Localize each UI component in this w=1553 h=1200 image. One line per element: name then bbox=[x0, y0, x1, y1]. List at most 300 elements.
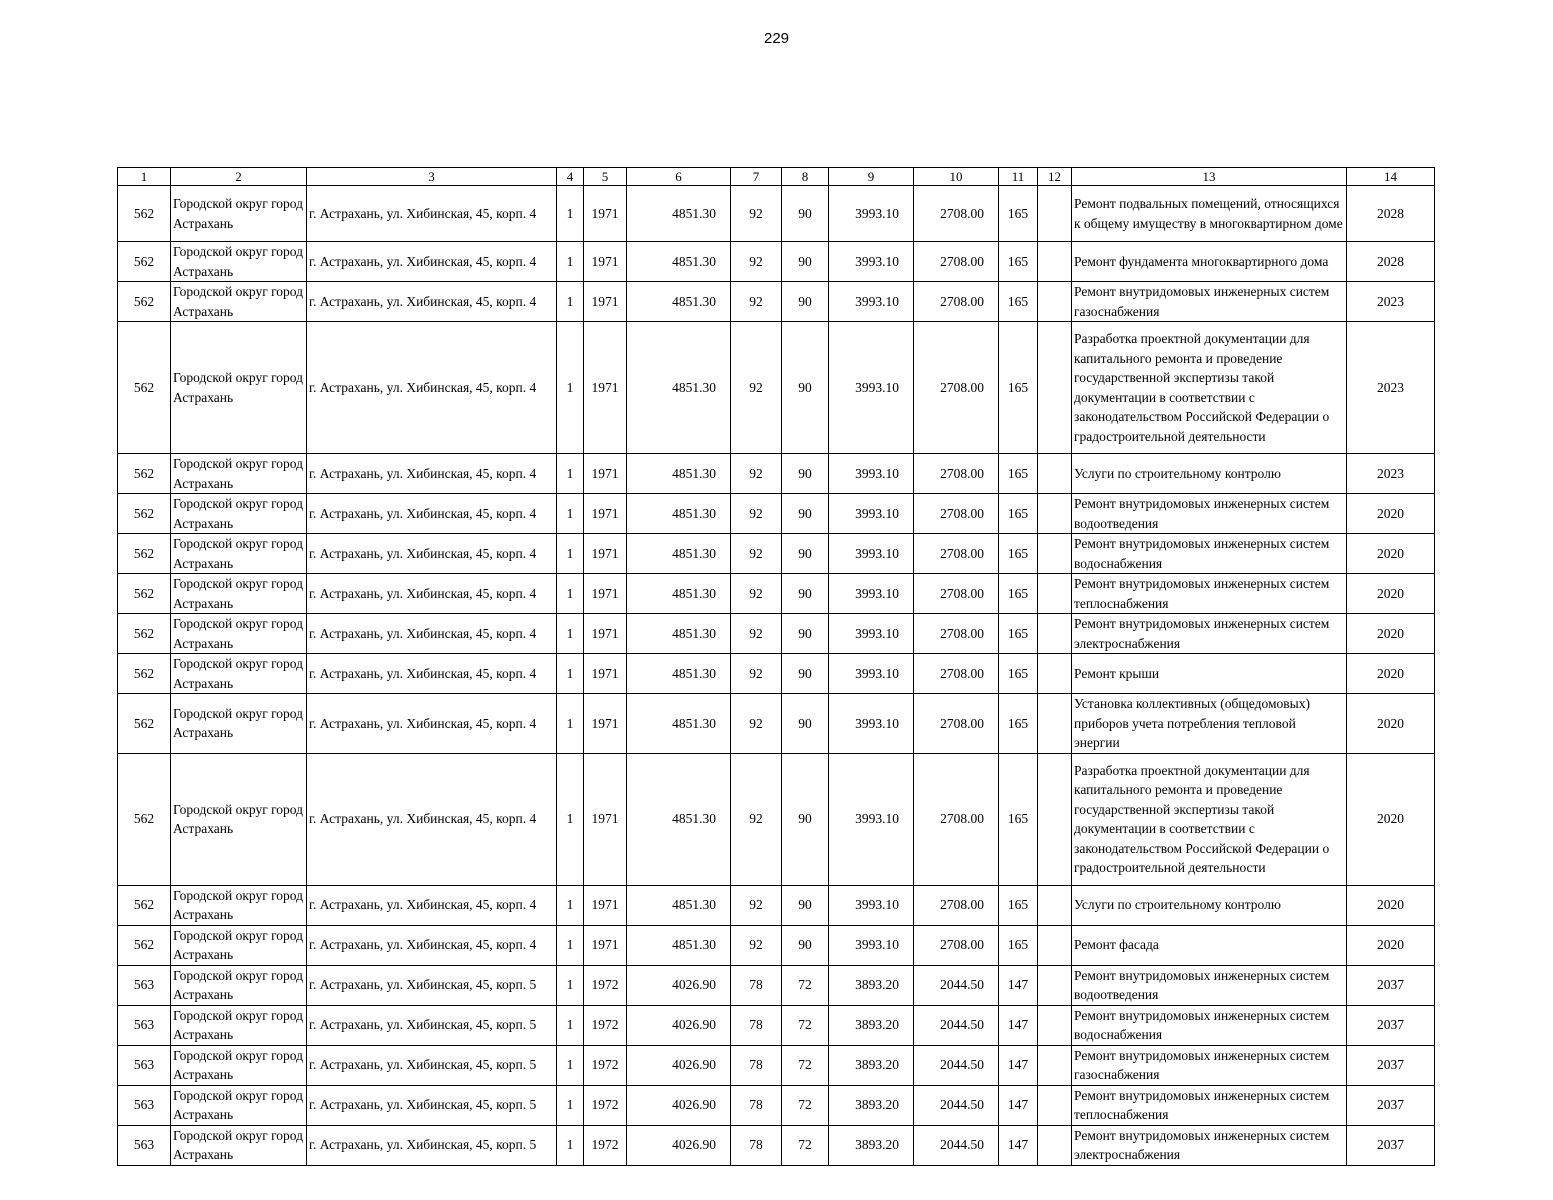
col9-value: 3893.20 bbox=[829, 1005, 914, 1045]
work-schedule-table bbox=[117, 167, 1435, 1166]
col4-value: 1 bbox=[557, 1125, 584, 1165]
municipality: Городской округ город Астрахань bbox=[171, 1045, 307, 1085]
col-header-12: 12 bbox=[1038, 168, 1072, 186]
address: г. Астрахань, ул. Хибинская, 45, корп. 5 bbox=[307, 965, 557, 1005]
table-row bbox=[118, 654, 1435, 694]
col8-value: 90 bbox=[782, 186, 829, 242]
col4-value: 1 bbox=[557, 454, 584, 494]
col12-value bbox=[1038, 242, 1072, 282]
col9-value: 3893.20 bbox=[829, 1125, 914, 1165]
planned-year: 2028 bbox=[1347, 186, 1435, 242]
municipality: Городской округ город Астрахань bbox=[171, 925, 307, 965]
municipality: Городской округ город Астрахань bbox=[171, 282, 307, 322]
col10-value: 2708.00 bbox=[914, 753, 999, 885]
col12-value bbox=[1038, 494, 1072, 534]
col9-value: 3993.10 bbox=[829, 925, 914, 965]
col8-value: 90 bbox=[782, 753, 829, 885]
year-built: 1971 bbox=[584, 925, 627, 965]
work-type: Ремонт внутридомовых инженерных систем водоснабжения bbox=[1072, 1005, 1347, 1045]
planned-year: 2023 bbox=[1347, 322, 1435, 454]
col10-value: 2708.00 bbox=[914, 574, 999, 614]
col12-value bbox=[1038, 753, 1072, 885]
address: г. Астрахань, ул. Хибинская, 45, корп. 4 bbox=[307, 454, 557, 494]
planned-year: 2020 bbox=[1347, 694, 1435, 754]
address: г. Астрахань, ул. Хибинская, 45, корп. 4 bbox=[307, 925, 557, 965]
municipality: Городской округ город Астрахань bbox=[171, 654, 307, 694]
year-built: 1971 bbox=[584, 694, 627, 754]
year-built: 1972 bbox=[584, 1005, 627, 1045]
table-row bbox=[118, 885, 1435, 925]
year-built: 1971 bbox=[584, 242, 627, 282]
planned-year: 2037 bbox=[1347, 1005, 1435, 1045]
col4-value: 1 bbox=[557, 694, 584, 754]
municipality: Городской округ город Астрахань bbox=[171, 534, 307, 574]
col9-value: 3993.10 bbox=[829, 614, 914, 654]
row-number: 562 bbox=[118, 322, 171, 454]
col10-value: 2044.50 bbox=[914, 1005, 999, 1045]
col7-value: 92 bbox=[731, 885, 782, 925]
col4-value: 1 bbox=[557, 186, 584, 242]
table-row bbox=[118, 282, 1435, 322]
col-header-5: 5 bbox=[584, 168, 627, 186]
municipality: Городской округ город Астрахань bbox=[171, 965, 307, 1005]
col9-value: 3993.10 bbox=[829, 885, 914, 925]
col12-value bbox=[1038, 534, 1072, 574]
col10-value: 2708.00 bbox=[914, 186, 999, 242]
col10-value: 2708.00 bbox=[914, 925, 999, 965]
table-body bbox=[118, 186, 1435, 1166]
col7-value: 92 bbox=[731, 186, 782, 242]
year-built: 1971 bbox=[584, 282, 627, 322]
row-number: 562 bbox=[118, 885, 171, 925]
col8-value: 72 bbox=[782, 1045, 829, 1085]
table-row bbox=[118, 1085, 1435, 1125]
table-row bbox=[118, 1125, 1435, 1165]
col4-value: 1 bbox=[557, 753, 584, 885]
col4-value: 1 bbox=[557, 534, 584, 574]
col12-value bbox=[1038, 454, 1072, 494]
municipality: Городской округ город Астрахань bbox=[171, 694, 307, 754]
col9-value: 3993.10 bbox=[829, 654, 914, 694]
row-number: 563 bbox=[118, 1045, 171, 1085]
table-row bbox=[118, 322, 1435, 454]
col4-value: 1 bbox=[557, 322, 584, 454]
col11-value: 165 bbox=[999, 654, 1038, 694]
address: г. Астрахань, ул. Хибинская, 45, корп. 5 bbox=[307, 1125, 557, 1165]
col7-value: 92 bbox=[731, 654, 782, 694]
work-type: Ремонт внутридомовых инженерных систем теплоснабжения bbox=[1072, 574, 1347, 614]
col11-value: 165 bbox=[999, 494, 1038, 534]
col12-value bbox=[1038, 614, 1072, 654]
address: г. Астрахань, ул. Хибинская, 45, корп. 4 bbox=[307, 186, 557, 242]
work-type: Установка коллективных (общедомовых) приборов учета потребления тепловой энергии bbox=[1072, 694, 1347, 754]
year-built: 1971 bbox=[584, 753, 627, 885]
year-built: 1971 bbox=[584, 574, 627, 614]
col9-value: 3893.20 bbox=[829, 1045, 914, 1085]
col-header-1: 1 bbox=[118, 168, 171, 186]
total-area: 4026.90 bbox=[627, 1085, 731, 1125]
col11-value: 165 bbox=[999, 694, 1038, 754]
col4-value: 1 bbox=[557, 965, 584, 1005]
col8-value: 72 bbox=[782, 965, 829, 1005]
municipality: Городской округ город Астрахань bbox=[171, 494, 307, 534]
total-area: 4851.30 bbox=[627, 454, 731, 494]
table-row bbox=[118, 753, 1435, 885]
col12-value bbox=[1038, 574, 1072, 614]
col7-value: 78 bbox=[731, 1005, 782, 1045]
row-number: 562 bbox=[118, 614, 171, 654]
table-row bbox=[118, 965, 1435, 1005]
col8-value: 72 bbox=[782, 1125, 829, 1165]
total-area: 4026.90 bbox=[627, 1045, 731, 1085]
col10-value: 2708.00 bbox=[914, 322, 999, 454]
col8-value: 90 bbox=[782, 885, 829, 925]
address: г. Астрахань, ул. Хибинская, 45, корп. 4 bbox=[307, 654, 557, 694]
work-type: Ремонт фасада bbox=[1072, 925, 1347, 965]
col8-value: 90 bbox=[782, 694, 829, 754]
year-built: 1971 bbox=[584, 454, 627, 494]
planned-year: 2037 bbox=[1347, 1125, 1435, 1165]
col8-value: 90 bbox=[782, 925, 829, 965]
row-number: 563 bbox=[118, 965, 171, 1005]
col12-value bbox=[1038, 1125, 1072, 1165]
row-number: 562 bbox=[118, 654, 171, 694]
col10-value: 2708.00 bbox=[914, 242, 999, 282]
col7-value: 78 bbox=[731, 1125, 782, 1165]
col12-value bbox=[1038, 1085, 1072, 1125]
year-built: 1971 bbox=[584, 534, 627, 574]
planned-year: 2023 bbox=[1347, 454, 1435, 494]
col11-value: 165 bbox=[999, 186, 1038, 242]
total-area: 4851.30 bbox=[627, 242, 731, 282]
total-area: 4851.30 bbox=[627, 186, 731, 242]
municipality: Городской округ город Астрахань bbox=[171, 1005, 307, 1045]
col10-value: 2044.50 bbox=[914, 1045, 999, 1085]
col11-value: 147 bbox=[999, 1085, 1038, 1125]
col4-value: 1 bbox=[557, 1005, 584, 1045]
total-area: 4851.30 bbox=[627, 574, 731, 614]
col10-value: 2044.50 bbox=[914, 1085, 999, 1125]
work-type: Услуги по строительному контролю bbox=[1072, 885, 1347, 925]
col11-value: 165 bbox=[999, 454, 1038, 494]
address: г. Астрахань, ул. Хибинская, 45, корп. 4 bbox=[307, 574, 557, 614]
total-area: 4026.90 bbox=[627, 1125, 731, 1165]
table-row bbox=[118, 925, 1435, 965]
work-type: Ремонт подвальных помещений, относящихся к общему имуществу в многоквартирном доме bbox=[1072, 186, 1347, 242]
col-header-10: 10 bbox=[914, 168, 999, 186]
address: г. Астрахань, ул. Хибинская, 45, корп. 4 bbox=[307, 322, 557, 454]
col4-value: 1 bbox=[557, 1045, 584, 1085]
table-row bbox=[118, 454, 1435, 494]
address: г. Астрахань, ул. Хибинская, 45, корп. 4 bbox=[307, 534, 557, 574]
planned-year: 2020 bbox=[1347, 654, 1435, 694]
year-built: 1971 bbox=[584, 885, 627, 925]
year-built: 1972 bbox=[584, 1125, 627, 1165]
address: г. Астрахань, ул. Хибинская, 45, корп. 5 bbox=[307, 1085, 557, 1125]
col4-value: 1 bbox=[557, 574, 584, 614]
row-number: 562 bbox=[118, 494, 171, 534]
col12-value bbox=[1038, 186, 1072, 242]
col7-value: 92 bbox=[731, 534, 782, 574]
col7-value: 92 bbox=[731, 753, 782, 885]
col11-value: 165 bbox=[999, 322, 1038, 454]
col4-value: 1 bbox=[557, 1085, 584, 1125]
col11-value: 147 bbox=[999, 1125, 1038, 1165]
col12-value bbox=[1038, 694, 1072, 754]
col11-value: 165 bbox=[999, 925, 1038, 965]
col7-value: 92 bbox=[731, 925, 782, 965]
row-number: 563 bbox=[118, 1085, 171, 1125]
col11-value: 165 bbox=[999, 885, 1038, 925]
col8-value: 90 bbox=[782, 322, 829, 454]
col8-value: 90 bbox=[782, 614, 829, 654]
col9-value: 3993.10 bbox=[829, 694, 914, 754]
col10-value: 2044.50 bbox=[914, 1125, 999, 1165]
municipality: Городской округ город Астрахань bbox=[171, 885, 307, 925]
work-type: Ремонт внутридомовых инженерных систем водоснабжения bbox=[1072, 534, 1347, 574]
col12-value bbox=[1038, 322, 1072, 454]
col12-value bbox=[1038, 885, 1072, 925]
col9-value: 3993.10 bbox=[829, 322, 914, 454]
col9-value: 3993.10 bbox=[829, 242, 914, 282]
address: г. Астрахань, ул. Хибинская, 45, корп. 4 bbox=[307, 494, 557, 534]
table-row bbox=[118, 242, 1435, 282]
work-type: Ремонт крыши bbox=[1072, 654, 1347, 694]
col9-value: 3993.10 bbox=[829, 753, 914, 885]
table-row bbox=[118, 1045, 1435, 1085]
year-built: 1971 bbox=[584, 322, 627, 454]
col10-value: 2708.00 bbox=[914, 454, 999, 494]
row-number: 562 bbox=[118, 186, 171, 242]
col12-value bbox=[1038, 925, 1072, 965]
col11-value: 147 bbox=[999, 1005, 1038, 1045]
col11-value: 165 bbox=[999, 282, 1038, 322]
col7-value: 92 bbox=[731, 454, 782, 494]
address: г. Астрахань, ул. Хибинская, 45, корп. 4 bbox=[307, 614, 557, 654]
col-header-4: 4 bbox=[557, 168, 584, 186]
year-built: 1972 bbox=[584, 1085, 627, 1125]
table-row bbox=[118, 1005, 1435, 1045]
municipality: Городской округ город Астрахань bbox=[171, 322, 307, 454]
col10-value: 2708.00 bbox=[914, 614, 999, 654]
work-type: Ремонт внутридомовых инженерных систем электроснабжения bbox=[1072, 1125, 1347, 1165]
row-number: 562 bbox=[118, 534, 171, 574]
address: г. Астрахань, ул. Хибинская, 45, корп. 5 bbox=[307, 1005, 557, 1045]
total-area: 4851.30 bbox=[627, 322, 731, 454]
table-row bbox=[118, 574, 1435, 614]
col12-value bbox=[1038, 282, 1072, 322]
work-type: Услуги по строительному контролю bbox=[1072, 454, 1347, 494]
municipality: Городской округ город Астрахань bbox=[171, 1085, 307, 1125]
col4-value: 1 bbox=[557, 654, 584, 694]
col8-value: 90 bbox=[782, 534, 829, 574]
planned-year: 2037 bbox=[1347, 1085, 1435, 1125]
col8-value: 90 bbox=[782, 654, 829, 694]
col11-value: 165 bbox=[999, 242, 1038, 282]
address: г. Астрахань, ул. Хибинская, 45, корп. 4 bbox=[307, 885, 557, 925]
work-type: Ремонт внутридомовых инженерных систем газоснабжения bbox=[1072, 1045, 1347, 1085]
col-header-6: 6 bbox=[627, 168, 731, 186]
col4-value: 1 bbox=[557, 885, 584, 925]
row-number: 563 bbox=[118, 1125, 171, 1165]
col8-value: 90 bbox=[782, 574, 829, 614]
col11-value: 147 bbox=[999, 1045, 1038, 1085]
total-area: 4851.30 bbox=[627, 534, 731, 574]
planned-year: 2037 bbox=[1347, 965, 1435, 1005]
col9-value: 3993.10 bbox=[829, 494, 914, 534]
col8-value: 90 bbox=[782, 242, 829, 282]
total-area: 4851.30 bbox=[627, 494, 731, 534]
row-number: 562 bbox=[118, 753, 171, 885]
col10-value: 2708.00 bbox=[914, 654, 999, 694]
municipality: Городской округ город Астрахань bbox=[171, 186, 307, 242]
col-header-9: 9 bbox=[829, 168, 914, 186]
total-area: 4851.30 bbox=[627, 925, 731, 965]
header-row bbox=[118, 168, 1435, 186]
row-number: 562 bbox=[118, 242, 171, 282]
year-built: 1971 bbox=[584, 494, 627, 534]
planned-year: 2037 bbox=[1347, 1045, 1435, 1085]
col7-value: 92 bbox=[731, 494, 782, 534]
year-built: 1972 bbox=[584, 965, 627, 1005]
col11-value: 165 bbox=[999, 534, 1038, 574]
col7-value: 78 bbox=[731, 1085, 782, 1125]
table-row bbox=[118, 534, 1435, 574]
row-number: 562 bbox=[118, 574, 171, 614]
col4-value: 1 bbox=[557, 494, 584, 534]
col11-value: 147 bbox=[999, 965, 1038, 1005]
col11-value: 165 bbox=[999, 753, 1038, 885]
col11-value: 165 bbox=[999, 574, 1038, 614]
address: г. Астрахань, ул. Хибинская, 45, корп. 5 bbox=[307, 1045, 557, 1085]
col12-value bbox=[1038, 1005, 1072, 1045]
col10-value: 2708.00 bbox=[914, 885, 999, 925]
address: г. Астрахань, ул. Хибинская, 45, корп. 4 bbox=[307, 282, 557, 322]
total-area: 4851.30 bbox=[627, 654, 731, 694]
work-type: Ремонт внутридомовых инженерных систем водоотведения bbox=[1072, 965, 1347, 1005]
row-number: 562 bbox=[118, 454, 171, 494]
total-area: 4851.30 bbox=[627, 614, 731, 654]
col10-value: 2708.00 bbox=[914, 494, 999, 534]
municipality: Городской округ город Астрахань bbox=[171, 574, 307, 614]
planned-year: 2020 bbox=[1347, 885, 1435, 925]
work-type: Ремонт внутридомовых инженерных систем газоснабжения bbox=[1072, 282, 1347, 322]
col-header-13: 13 bbox=[1072, 168, 1347, 186]
col-header-11: 11 bbox=[999, 168, 1038, 186]
total-area: 4851.30 bbox=[627, 694, 731, 754]
col7-value: 92 bbox=[731, 322, 782, 454]
col10-value: 2708.00 bbox=[914, 534, 999, 574]
row-number: 563 bbox=[118, 1005, 171, 1045]
col9-value: 3993.10 bbox=[829, 454, 914, 494]
municipality: Городской округ город Астрахань bbox=[171, 242, 307, 282]
col8-value: 72 bbox=[782, 1085, 829, 1125]
planned-year: 2020 bbox=[1347, 753, 1435, 885]
col11-value: 165 bbox=[999, 614, 1038, 654]
table-row bbox=[118, 186, 1435, 242]
planned-year: 2028 bbox=[1347, 242, 1435, 282]
year-built: 1972 bbox=[584, 1045, 627, 1085]
col9-value: 3893.20 bbox=[829, 1085, 914, 1125]
address: г. Астрахань, ул. Хибинская, 45, корп. 4 bbox=[307, 694, 557, 754]
col12-value bbox=[1038, 965, 1072, 1005]
col4-value: 1 bbox=[557, 614, 584, 654]
municipality: Городской округ город Астрахань bbox=[171, 753, 307, 885]
table-row bbox=[118, 614, 1435, 654]
col-header-7: 7 bbox=[731, 168, 782, 186]
municipality: Городской округ город Астрахань bbox=[171, 1125, 307, 1165]
col12-value bbox=[1038, 1045, 1072, 1085]
work-type: Разработка проектной документации для капитального ремонта и проведение государственной экспертизы такой документации в соответствии с законодательством Российской Федерации о градостроительной деятельности bbox=[1072, 322, 1347, 454]
work-type: Ремонт фундамента многоквартирного дома bbox=[1072, 242, 1347, 282]
col7-value: 92 bbox=[731, 574, 782, 614]
col8-value: 90 bbox=[782, 282, 829, 322]
planned-year: 2020 bbox=[1347, 925, 1435, 965]
planned-year: 2020 bbox=[1347, 614, 1435, 654]
col4-value: 1 bbox=[557, 282, 584, 322]
col10-value: 2044.50 bbox=[914, 965, 999, 1005]
work-type: Разработка проектной документации для капитального ремонта и проведение государственной экспертизы такой документации в соответствии с законодательством Российской Федерации о градостроительной деятельности bbox=[1072, 753, 1347, 885]
col10-value: 2708.00 bbox=[914, 282, 999, 322]
col9-value: 3993.10 bbox=[829, 282, 914, 322]
col-header-3: 3 bbox=[307, 168, 557, 186]
year-built: 1971 bbox=[584, 654, 627, 694]
col9-value: 3993.10 bbox=[829, 534, 914, 574]
total-area: 4026.90 bbox=[627, 1005, 731, 1045]
col9-value: 3893.20 bbox=[829, 965, 914, 1005]
col-header-8: 8 bbox=[782, 168, 829, 186]
col8-value: 90 bbox=[782, 494, 829, 534]
total-area: 4851.30 bbox=[627, 885, 731, 925]
col9-value: 3993.10 bbox=[829, 186, 914, 242]
row-number: 562 bbox=[118, 925, 171, 965]
table-row bbox=[118, 694, 1435, 754]
col7-value: 78 bbox=[731, 965, 782, 1005]
row-number: 562 bbox=[118, 282, 171, 322]
planned-year: 2020 bbox=[1347, 534, 1435, 574]
total-area: 4851.30 bbox=[627, 282, 731, 322]
col-header-2: 2 bbox=[171, 168, 307, 186]
col4-value: 1 bbox=[557, 242, 584, 282]
table-row bbox=[118, 494, 1435, 534]
work-type: Ремонт внутридомовых инженерных систем теплоснабжения bbox=[1072, 1085, 1347, 1125]
col8-value: 90 bbox=[782, 454, 829, 494]
planned-year: 2020 bbox=[1347, 574, 1435, 614]
address: г. Астрахань, ул. Хибинская, 45, корп. 4 bbox=[307, 242, 557, 282]
work-type: Ремонт внутридомовых инженерных систем водоотведения bbox=[1072, 494, 1347, 534]
col-header-14: 14 bbox=[1347, 168, 1435, 186]
col8-value: 72 bbox=[782, 1005, 829, 1045]
row-number: 562 bbox=[118, 694, 171, 754]
work-type: Ремонт внутридомовых инженерных систем электроснабжения bbox=[1072, 614, 1347, 654]
col7-value: 92 bbox=[731, 614, 782, 654]
col4-value: 1 bbox=[557, 925, 584, 965]
year-built: 1971 bbox=[584, 614, 627, 654]
year-built: 1971 bbox=[584, 186, 627, 242]
planned-year: 2023 bbox=[1347, 282, 1435, 322]
col7-value: 92 bbox=[731, 694, 782, 754]
col7-value: 78 bbox=[731, 1045, 782, 1085]
address: г. Астрахань, ул. Хибинская, 45, корп. 4 bbox=[307, 753, 557, 885]
col7-value: 92 bbox=[731, 242, 782, 282]
municipality: Городской округ город Астрахань bbox=[171, 454, 307, 494]
col9-value: 3993.10 bbox=[829, 574, 914, 614]
col7-value: 92 bbox=[731, 282, 782, 322]
col10-value: 2708.00 bbox=[914, 694, 999, 754]
total-area: 4851.30 bbox=[627, 753, 731, 885]
municipality: Городской округ город Астрахань bbox=[171, 614, 307, 654]
planned-year: 2020 bbox=[1347, 494, 1435, 534]
